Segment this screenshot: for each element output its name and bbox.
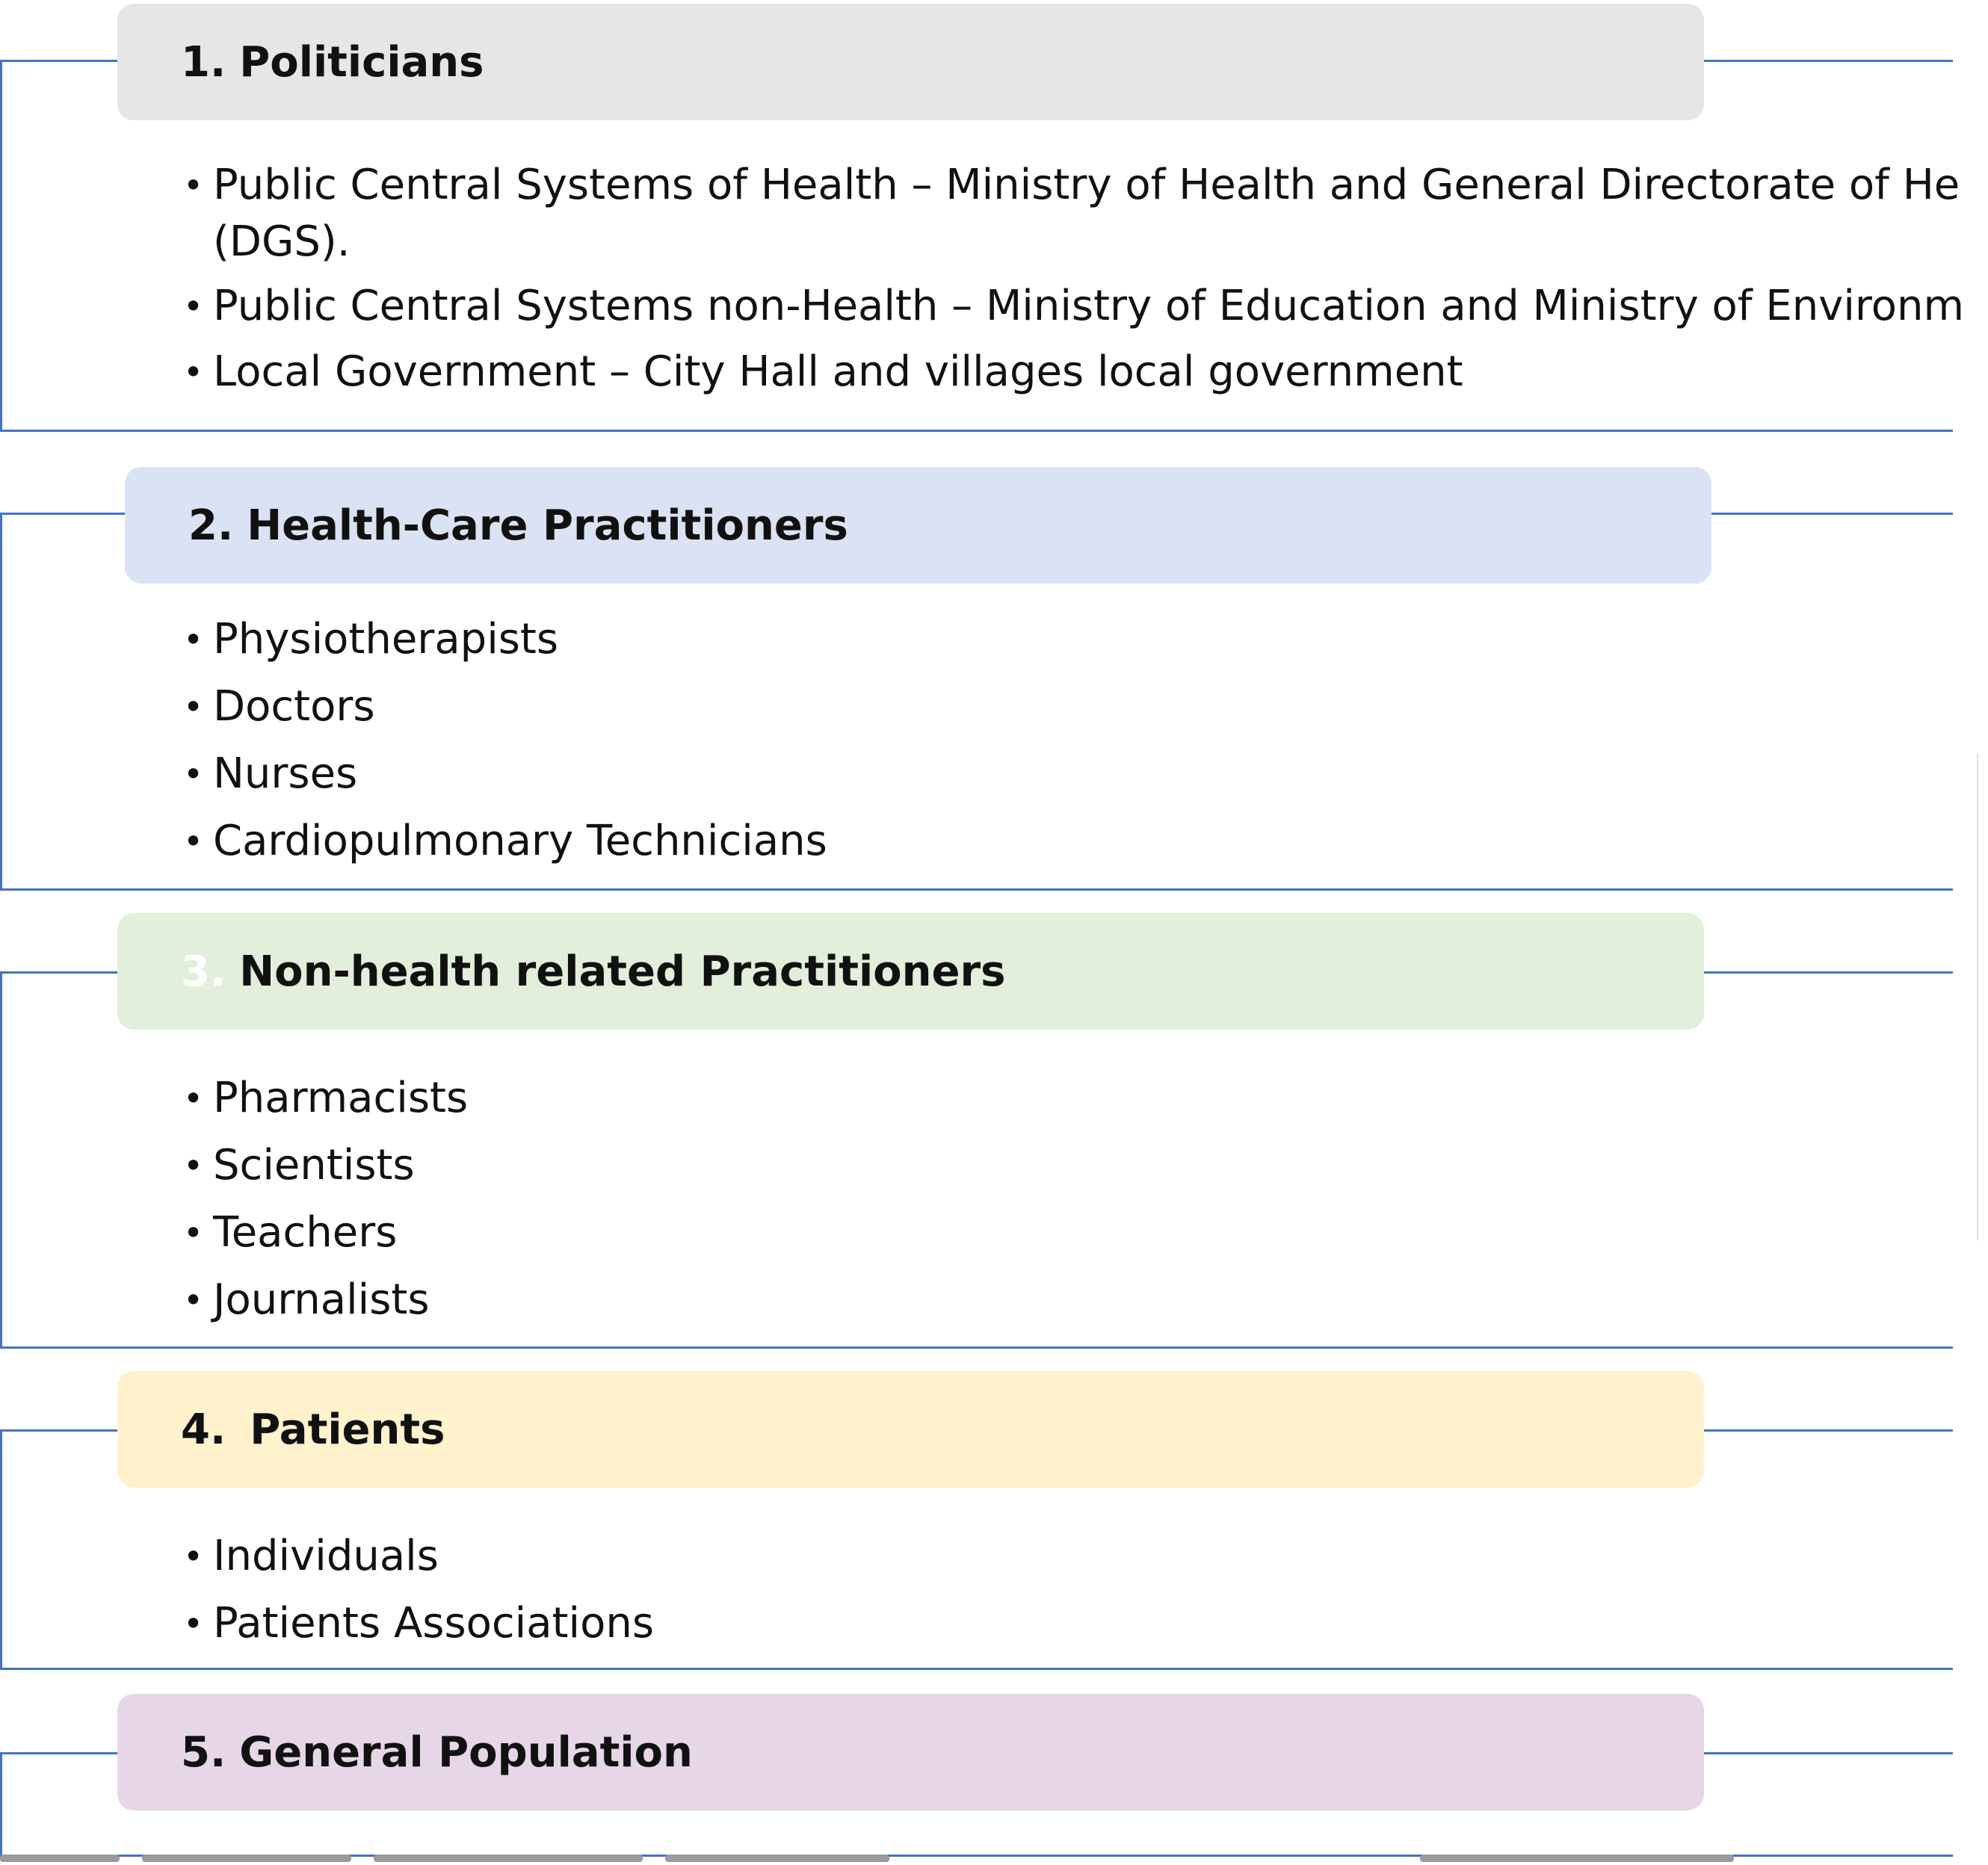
list-item xyxy=(183,1065,468,1132)
section-connector-line xyxy=(1708,1752,1953,1754)
section-title: Health-Care Practitioners xyxy=(247,501,848,550)
list-item-label: Public Central Systems of Health – Ministry of Health and General Directorate of He (DGS). xyxy=(213,161,1960,266)
section-number: 4. xyxy=(181,1405,226,1454)
list-item xyxy=(183,157,1988,270)
cropped-caption-fragment xyxy=(0,1853,1988,1865)
bullet-icon: • xyxy=(183,1213,204,1253)
item-list xyxy=(183,1065,468,1334)
list-item-label: Individuals xyxy=(213,1532,439,1580)
list-item xyxy=(183,278,1988,335)
bullet-icon: • xyxy=(183,165,204,205)
bullet-icon: • xyxy=(183,1603,204,1644)
item-list xyxy=(183,1523,654,1657)
section-number: 3. xyxy=(181,947,226,996)
list-item xyxy=(183,673,827,740)
list-item xyxy=(183,344,1988,400)
section-title: Non-health related Practitioners xyxy=(239,947,1006,996)
list-item-label: Local Government – City Hall and villages local government xyxy=(213,347,1463,396)
bullet-icon: • xyxy=(183,619,204,660)
list-item-label: Public Central Systems non-Health – Ministry of Education and Ministry of Environm xyxy=(213,282,1965,330)
section-header xyxy=(117,1371,1704,1488)
section-header xyxy=(117,913,1704,1030)
bullet-icon: • xyxy=(183,352,204,392)
list-item xyxy=(183,808,827,875)
section-connector-line xyxy=(1708,60,1953,62)
list-item-label: Physiotherapists xyxy=(213,615,559,664)
list-item xyxy=(183,1266,468,1334)
section-title: Patients xyxy=(250,1405,445,1454)
section-header xyxy=(117,1694,1704,1810)
list-item xyxy=(183,1590,654,1657)
section-number: 1. xyxy=(181,37,226,87)
list-item-label: Journalists xyxy=(213,1275,430,1324)
section-title: General Population xyxy=(239,1728,693,1777)
bullet-icon: • xyxy=(183,1145,204,1186)
section-connector-line xyxy=(1715,513,1953,515)
bullet-icon: • xyxy=(183,821,204,862)
bullet-icon: • xyxy=(183,286,204,327)
bullet-icon: • xyxy=(183,1536,204,1577)
list-item xyxy=(183,1132,468,1199)
section-number: 2. xyxy=(188,501,234,550)
list-item xyxy=(183,1199,468,1266)
bullet-icon: • xyxy=(183,754,204,794)
list-item xyxy=(183,606,827,673)
list-item-label: Cardiopulmonary Technicians xyxy=(213,817,827,865)
bullet-icon: • xyxy=(183,1280,204,1320)
section-header xyxy=(125,467,1711,584)
section-connector-line xyxy=(1708,1429,1953,1432)
right-edge-divider xyxy=(1977,755,1978,1240)
bullet-icon: • xyxy=(183,687,204,727)
section-title: Politicians xyxy=(239,37,484,87)
list-item-label: Scientists xyxy=(213,1141,415,1190)
section-header xyxy=(117,4,1704,120)
section-number: 5. xyxy=(181,1728,226,1777)
list-item-label: Nurses xyxy=(213,749,358,798)
list-item xyxy=(183,740,827,808)
item-list xyxy=(183,157,1988,400)
list-item-label: Pharmacists xyxy=(213,1074,469,1122)
list-item-label: Teachers xyxy=(213,1208,398,1257)
list-item xyxy=(183,1523,654,1590)
bullet-icon: • xyxy=(183,1078,204,1119)
section-connector-line xyxy=(1708,971,1953,974)
item-list xyxy=(183,606,827,875)
list-item-label: Patients Associations xyxy=(213,1599,654,1648)
list-item-label: Doctors xyxy=(213,682,375,731)
